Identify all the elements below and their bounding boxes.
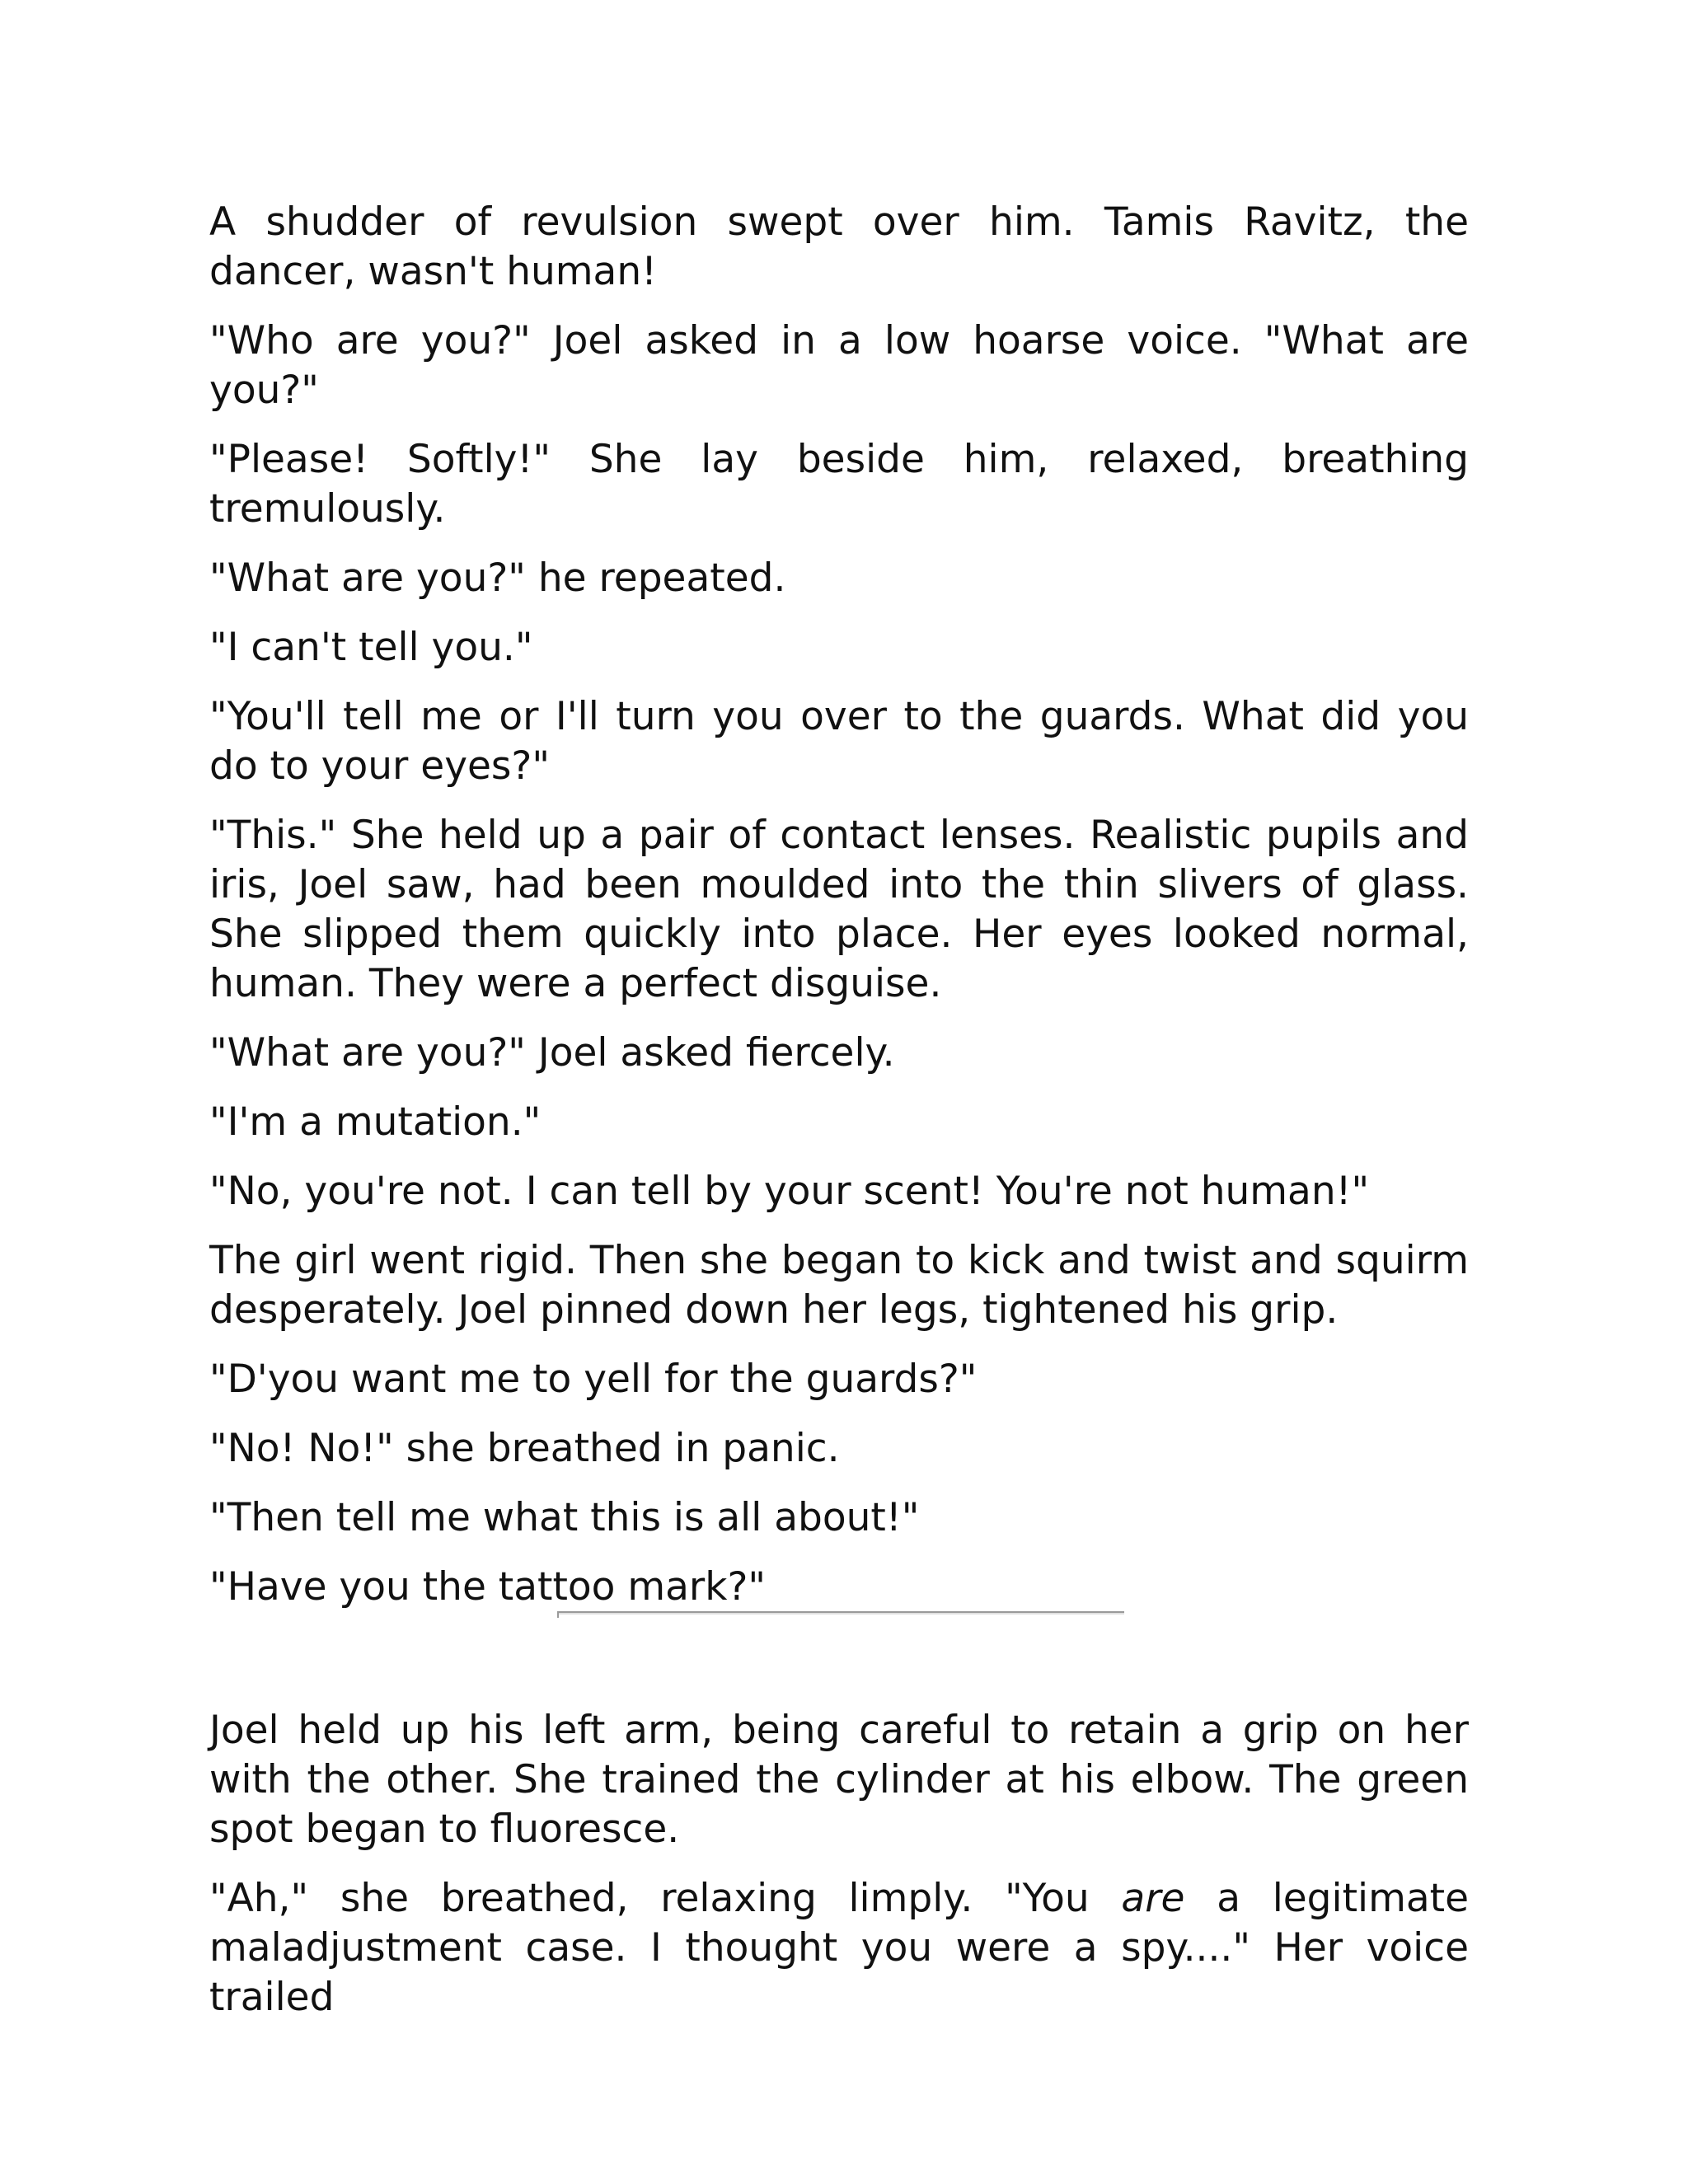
paragraph: "What are you?" he repeated.	[209, 555, 786, 601]
section-divider	[557, 1611, 1124, 1615]
paragraph: A shudder of revulsion swept over him. Tamis Ravitz, the dancer, wasn't human!	[209, 199, 1469, 294]
paragraph: "Please! Softly!" She lay beside him, relaxed, breathing tremulously.	[209, 437, 1469, 532]
text-section-bottom	[209, 1706, 1469, 2042]
paragraph: "I can't tell you."	[209, 625, 533, 670]
text-section-top	[209, 198, 1469, 1632]
paragraph: "You'll tell me or I'll turn you over to the guards. What did you do to your eyes?"	[209, 694, 1469, 789]
paragraph: "Then tell me what this is all about!"	[209, 1495, 920, 1540]
paragraph: "I'm a mutation."	[209, 1099, 542, 1145]
paragraph	[209, 1874, 1469, 2022]
paragraph-text: a legitimate maladjustment case. I thought you were a spy...." Her voice trailed	[209, 1876, 1469, 2020]
paragraph: "Have you the tattoo mark?"	[209, 1564, 767, 1610]
paragraph: "No, you're not. I can tell by your scent! You're not human!"	[209, 1169, 1370, 1214]
paragraph: "No! No!" she breathed in panic.	[209, 1426, 840, 1471]
paragraph: "This." She held up a pair of contact lenses. Realistic pupils and iris, Joel saw, had been moulded into the thin slivers of glass. She slipped them quickly into place. Her eyes looked normal, human. They were a perfect disguise.	[209, 813, 1469, 1006]
paragraph: The girl went rigid. Then she began to kick and twist and squirm desperately. Joel pinned down her legs, tightened his grip.	[209, 1238, 1469, 1333]
paragraph: Joel held up his left arm, being careful to retain a grip on her with the other. She trained the cylinder at his elbow. The green spot began to fluoresce.	[209, 1708, 1469, 1852]
paragraph: "What are you?" Joel asked fiercely.	[209, 1030, 895, 1076]
paragraph-text: "Ah," she breathed, relaxing limply. "You	[209, 1876, 1122, 1921]
emphasized-word: are	[1121, 1876, 1185, 1921]
paragraph: "D'you want me to yell for the guards?"	[209, 1357, 978, 1402]
paragraph: "Who are you?" Joel asked in a low hoarse voice. "What are you?"	[209, 318, 1469, 413]
